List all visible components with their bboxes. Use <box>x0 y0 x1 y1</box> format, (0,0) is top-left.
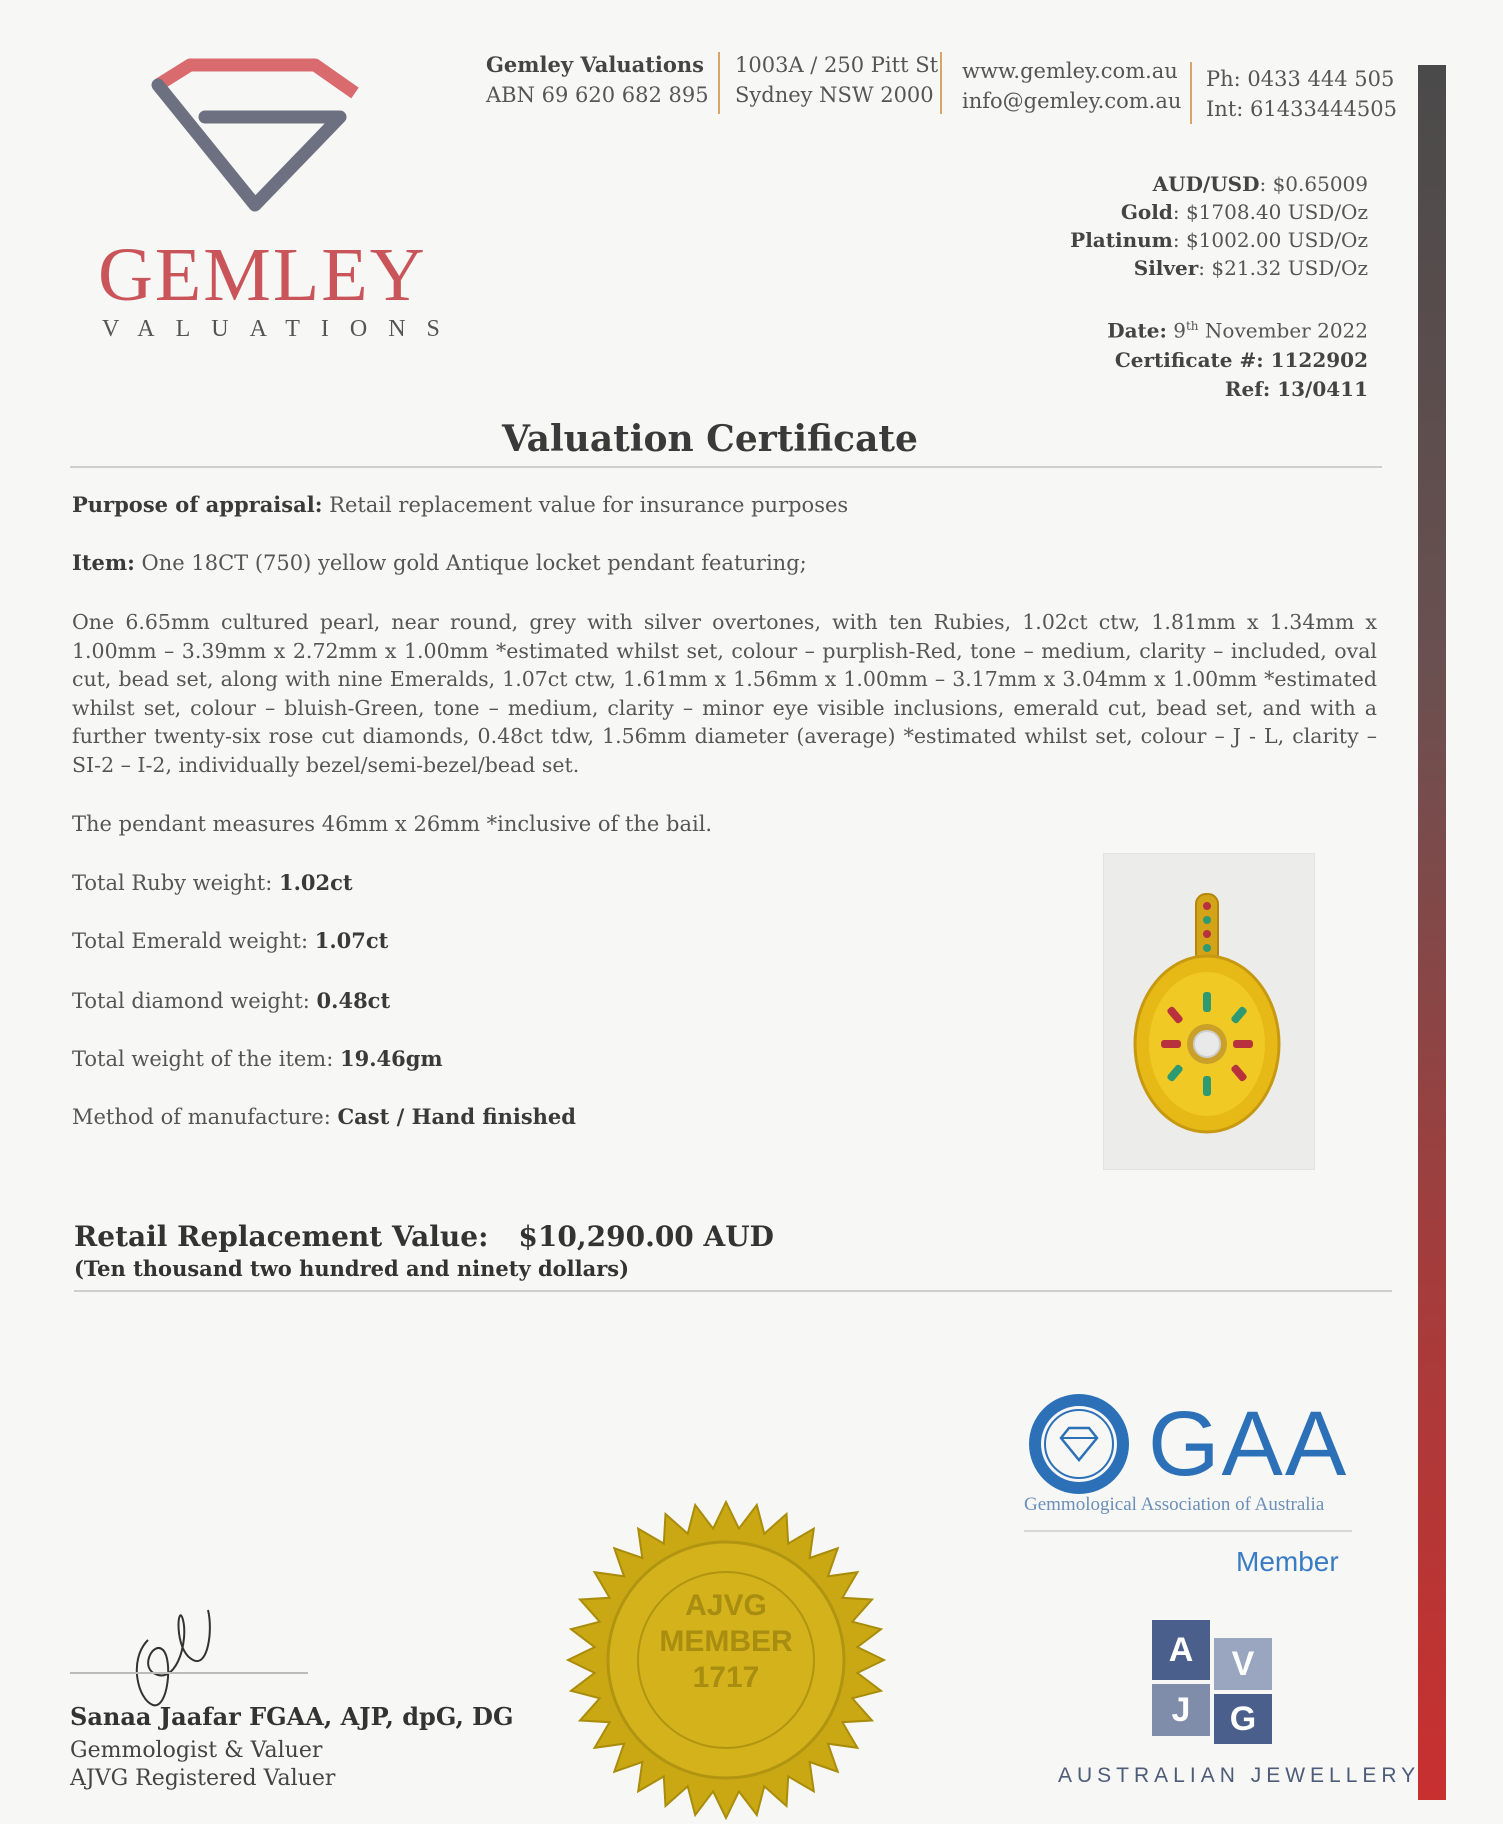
ajvg-label: AUSTRALIAN JEWELLERY <box>1058 1764 1421 1787</box>
header-divider <box>1190 62 1192 124</box>
seal-line-3: 1717 <box>692 1661 760 1694</box>
ajvg-gold-seal <box>566 1500 886 1820</box>
header-divider <box>940 52 942 114</box>
metal-rates <box>1070 170 1368 282</box>
spec-total-weight: Total weight of the item: 19.46gm <box>72 1046 443 1071</box>
company-name: Gemley Valuations <box>486 52 704 77</box>
certificate-meta <box>1107 312 1368 404</box>
header-company-block <box>486 50 709 110</box>
value-divider <box>74 1290 1392 1292</box>
email-link[interactable]: info@gemley.com.au <box>962 89 1182 113</box>
certificate-number: Certificate #: 1122902 <box>1114 347 1368 372</box>
company-abn: ABN 69 620 682 895 <box>486 83 709 107</box>
ajvg-letter-a: A <box>1152 1620 1210 1680</box>
ajvg-letter-g: G <box>1214 1694 1272 1744</box>
pendant-photo <box>1103 853 1315 1170</box>
intl-phone-number: Int: 61433444505 <box>1206 97 1397 121</box>
gaa-member-label: Member <box>1236 1546 1339 1577</box>
address-line-1: 1003A / 250 Pitt St <box>735 53 939 77</box>
rate-silver: Silver: $21.32 USD/Oz <box>1133 256 1368 280</box>
signatory-name: Sanaa Jaafar FGAA, AJP, dpG, DG <box>70 1702 514 1731</box>
gaa-logo-text: GAA <box>1148 1393 1349 1495</box>
website-link[interactable]: www.gemley.com.au <box>962 59 1178 83</box>
signatory-title-2: AJVG Registered Valuer <box>70 1766 336 1791</box>
gaa-seal-icon <box>1025 1390 1133 1498</box>
header-divider <box>718 52 720 114</box>
seal-line-1: AJVG <box>685 1589 767 1622</box>
ajvg-letter-j: J <box>1152 1684 1210 1736</box>
ajvg-logo <box>1152 1620 1274 1744</box>
retail-value: Retail Replacement Value: $10,290.00 AUD <box>74 1220 774 1253</box>
rate-gold: Gold: $1708.40 USD/Oz <box>1120 200 1368 224</box>
document-title: Valuation Certificate <box>502 418 918 460</box>
seal-line-2: MEMBER <box>659 1625 793 1658</box>
measurement-line: The pendant measures 46mm x 26mm *inclusive of the bail. <box>72 812 713 836</box>
header-address-block <box>735 50 938 110</box>
header-web-block <box>962 56 1181 116</box>
ajvg-letter-v: V <box>1214 1638 1272 1690</box>
gaa-full-name: Gemmological Association of Australia <box>1024 1494 1325 1515</box>
certificate-ref: Ref: 13/0411 <box>1224 376 1368 401</box>
purpose-line: Purpose of appraisal: Retail replacement value for insurance purposes <box>72 492 849 517</box>
address-line-2: Sydney NSW 2000 <box>735 83 934 107</box>
side-accent-bar <box>1418 65 1446 1800</box>
item-description: One 6.65mm cultured pearl, near round, grey with silver overtones, with ten Rubies, 1.02ct ctw, 1.81mm x 1.34mm x 1.00mm – 3.39mm x 2.72mm x 1.00mm *estimated whilst set, colour – purplish-Red, tone – medium, clarity – included, oval cut, bead set, along with nine Emeralds, 1.07ct ctw, 1.61mm x 1.56mm x 1.00mm – 3.17mm x 3.04mm x 1.00mm *estimated whilst set, colour – bluish-Green, tone – medium, clarity – minor eye visible inclusions, emerald cut, bead set, and with a further twenty-six rose cut diamonds, 0.48ct tdw, 1.56mm diameter (average) *estimated whilst set, colour – J - L, clarity – SI-2 – I-2, individually bezel/semi-bezel/bead set. <box>72 610 1377 777</box>
brand-name: GEMLEY <box>98 233 427 317</box>
brand-subtitle: VALUATIONS <box>102 316 461 342</box>
header-phone-block <box>1206 64 1397 124</box>
retail-value-words: (Ten thousand two hundred and ninety dollars) <box>74 1256 630 1281</box>
spec-manufacture: Method of manufacture: Cast / Hand finished <box>72 1104 576 1129</box>
gaa-divider <box>1024 1530 1352 1532</box>
rate-platinum: Platinum: $1002.00 USD/Oz <box>1070 228 1368 252</box>
signatory-title-1: Gemmologist & Valuer <box>70 1738 323 1763</box>
title-divider <box>70 466 1382 468</box>
gemley-diamond-logo-icon <box>150 55 360 215</box>
certificate-date: Date: 9th November 2022 <box>1107 318 1368 343</box>
item-line: Item: One 18CT (750) yellow gold Antique locket pendant featuring; <box>72 550 807 575</box>
locket-pendant-icon <box>1104 854 1314 1169</box>
spec-emerald-weight: Total Emerald weight: 1.07ct <box>72 928 389 953</box>
phone-number: Ph: 0433 444 505 <box>1206 67 1395 91</box>
rate-aud-usd: AUD/USD: $0.65009 <box>1152 172 1368 196</box>
spec-diamond-weight: Total diamond weight: 0.48ct <box>72 988 391 1013</box>
spec-ruby-weight: Total Ruby weight: 1.02ct <box>72 870 353 895</box>
signature-line <box>70 1672 308 1674</box>
